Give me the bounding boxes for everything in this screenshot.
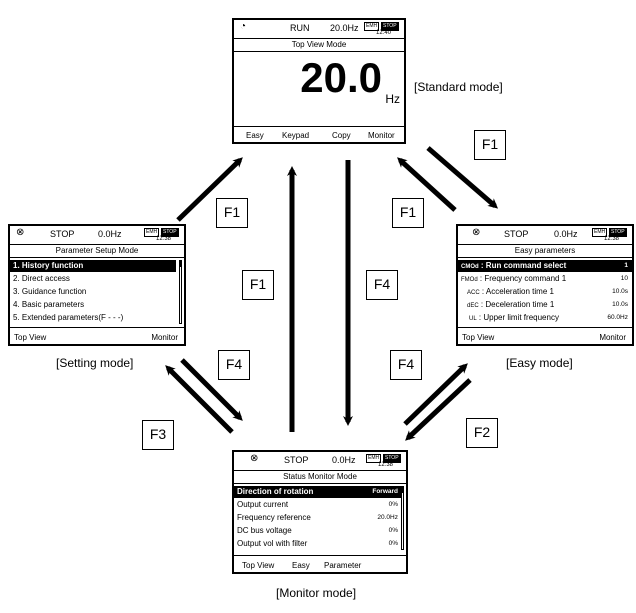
divider [234,555,406,556]
divider [10,327,184,328]
monitor-row-frequency-reference[interactable] [234,512,402,524]
param-label: : Run command select [480,261,567,270]
setting-softkeys [10,332,184,344]
setting-title: Parameter Setup Mode [55,246,139,255]
param-label: : Upper limit frequency [478,313,559,322]
monitor-title: Status Monitor Mode [283,472,357,481]
easy-badge-left: EMH [594,229,606,235]
softkey-top-view[interactable]: Top View [462,333,495,342]
param-row-ul[interactable] [458,312,632,324]
monitor-scrollbar[interactable] [401,486,404,550]
divider [234,51,404,52]
monitor-badge-right: STOP [385,455,399,461]
divider [458,327,632,328]
top-view-freq: 20.0Hz [330,23,359,33]
monitor-softkeys [234,560,406,572]
key-f3-monitor-to-setting: F3 [142,420,174,450]
param-label: : Acceleration time 1 [481,287,554,296]
menu-item-history-function[interactable]: 1. History function [10,260,176,272]
monitor-status: STOP [284,455,309,465]
top-view-screen [232,18,406,144]
stop-icon: ⊗ [472,227,481,238]
param-code: dEC [467,303,479,309]
top-view-status: RUN [290,23,310,33]
key-f4-setting-to-monitor: F4 [218,350,250,380]
top-view-title: Top View Mode [291,40,347,49]
setting-clock: 12:38 [156,236,172,242]
scrollbar-thumb[interactable] [402,487,403,493]
key-f1-setting-to-top: F1 [216,198,248,228]
caption-monitor-mode: [Monitor mode] [276,586,357,600]
softkey-keypad[interactable]: Keypad [282,131,310,140]
monitor-row-dc-bus-voltage[interactable] [234,525,402,537]
monitor-label: Output vol with filter [237,539,308,548]
monitor-value: 0% [388,501,398,508]
softkey-monitor[interactable]: Monitor [151,333,178,342]
menu-item-guidance-function[interactable]: 3. Guidance function [13,287,87,296]
top-view-big-value: 20.0 [300,54,382,101]
param-value: 10.0s [612,288,628,295]
key-f4-top-to-monitor: F4 [366,270,398,300]
setting-status: STOP [50,229,75,239]
param-code: CMOd [461,264,479,270]
param-label: : Deceleration time 1 [480,300,555,309]
param-label: : Frequency command 1 [479,274,567,283]
easy-clock: 12:38 [604,236,620,242]
softkey-parameter[interactable]: Parameter [324,561,362,570]
top-view-badge-left: EMH [366,23,378,29]
softkey-monitor[interactable]: Monitor [599,333,626,342]
divider [458,257,632,258]
softkey-easy[interactable]: Easy [246,131,264,140]
caption-setting-mode: [Setting mode] [56,356,134,370]
param-value: 10.0s [612,301,628,308]
cooling-fan-icon: ◔ [240,21,247,32]
setting-screen [8,224,186,346]
stop-icon: ⊗ [16,227,25,238]
divider [10,257,184,258]
param-row-cmod[interactable] [458,260,632,272]
softkey-monitor[interactable]: Monitor [368,131,395,140]
setting-freq: 0.0Hz [98,229,122,239]
monitor-clock: 12:38 [378,462,394,468]
monitor-freq: 0.0Hz [332,455,356,465]
menu-item-direct-access[interactable]: 2. Direct access [13,274,70,283]
divider [458,244,632,245]
monitor-label: Direction of rotation [237,487,314,496]
easy-badge-right: STOP [611,229,625,235]
divider [10,244,184,245]
caption-standard-mode: [Standard mode] [414,80,503,94]
param-value: 60.0Hz [607,314,628,321]
param-code: UL [469,316,477,322]
key-f4-easy-to-monitor: F4 [390,350,422,380]
top-view-softkeys [234,130,404,142]
easy-title: Easy parameters [514,246,576,255]
param-row-fmod[interactable] [458,273,632,285]
easy-screen [456,224,634,346]
monitor-badge-left: EMH [368,455,380,461]
setting-badge-right: STOP [163,229,177,235]
param-row-acc[interactable] [458,286,632,298]
param-code: FMOd [461,277,478,283]
scrollbar-thumb[interactable] [180,261,181,267]
top-view-clock: 12:40 [376,30,392,36]
top-view-badge-right: STOP [383,23,397,29]
monitor-value: 0% [388,527,398,534]
setting-scrollbar[interactable] [179,260,182,324]
key-f1-easy-to-top: F1 [392,198,424,228]
param-value: 10 [620,275,628,282]
softkey-top-view[interactable]: Top View [242,561,275,570]
param-code: ACC [467,290,480,296]
softkey-top-view[interactable]: Top View [14,333,47,342]
key-f1-monitor-to-top: F1 [242,270,274,300]
monitor-label: Frequency reference [237,513,311,522]
divider [234,126,404,127]
top-view-unit: Hz [385,92,400,106]
monitor-value: Forward [372,488,398,495]
menu-item-extended-parameters[interactable]: 5. Extended parameters(F - - -) [13,313,124,322]
easy-softkeys [458,332,632,344]
monitor-value: 0% [388,540,398,547]
monitor-row-output-current[interactable] [234,499,402,511]
menu-item-basic-parameters[interactable]: 4. Basic parameters [13,300,85,309]
key-f1-top-to-easy: F1 [474,130,506,160]
caption-easy-mode: [Easy mode] [506,356,573,370]
divider [234,38,404,39]
param-value: 1 [624,262,628,269]
monitor-screen [232,450,408,574]
monitor-label: DC bus voltage [237,526,292,535]
monitor-label: Output current [237,500,289,509]
divider [234,470,406,471]
monitor-value: 20.0Hz [377,514,398,521]
softkey-easy[interactable]: Easy [292,561,310,570]
monitor-row-direction[interactable] [234,486,402,498]
key-f2-monitor-to-easy: F2 [466,418,498,448]
divider [234,483,406,484]
monitor-row-output-voltage[interactable] [234,538,402,550]
easy-freq: 0.0Hz [554,229,578,239]
param-row-dec[interactable] [458,299,632,311]
softkey-copy[interactable]: Copy [332,131,351,140]
stop-icon: ⊗ [250,453,259,464]
setting-badge-left: EMH [146,229,158,235]
easy-status: STOP [504,229,529,239]
